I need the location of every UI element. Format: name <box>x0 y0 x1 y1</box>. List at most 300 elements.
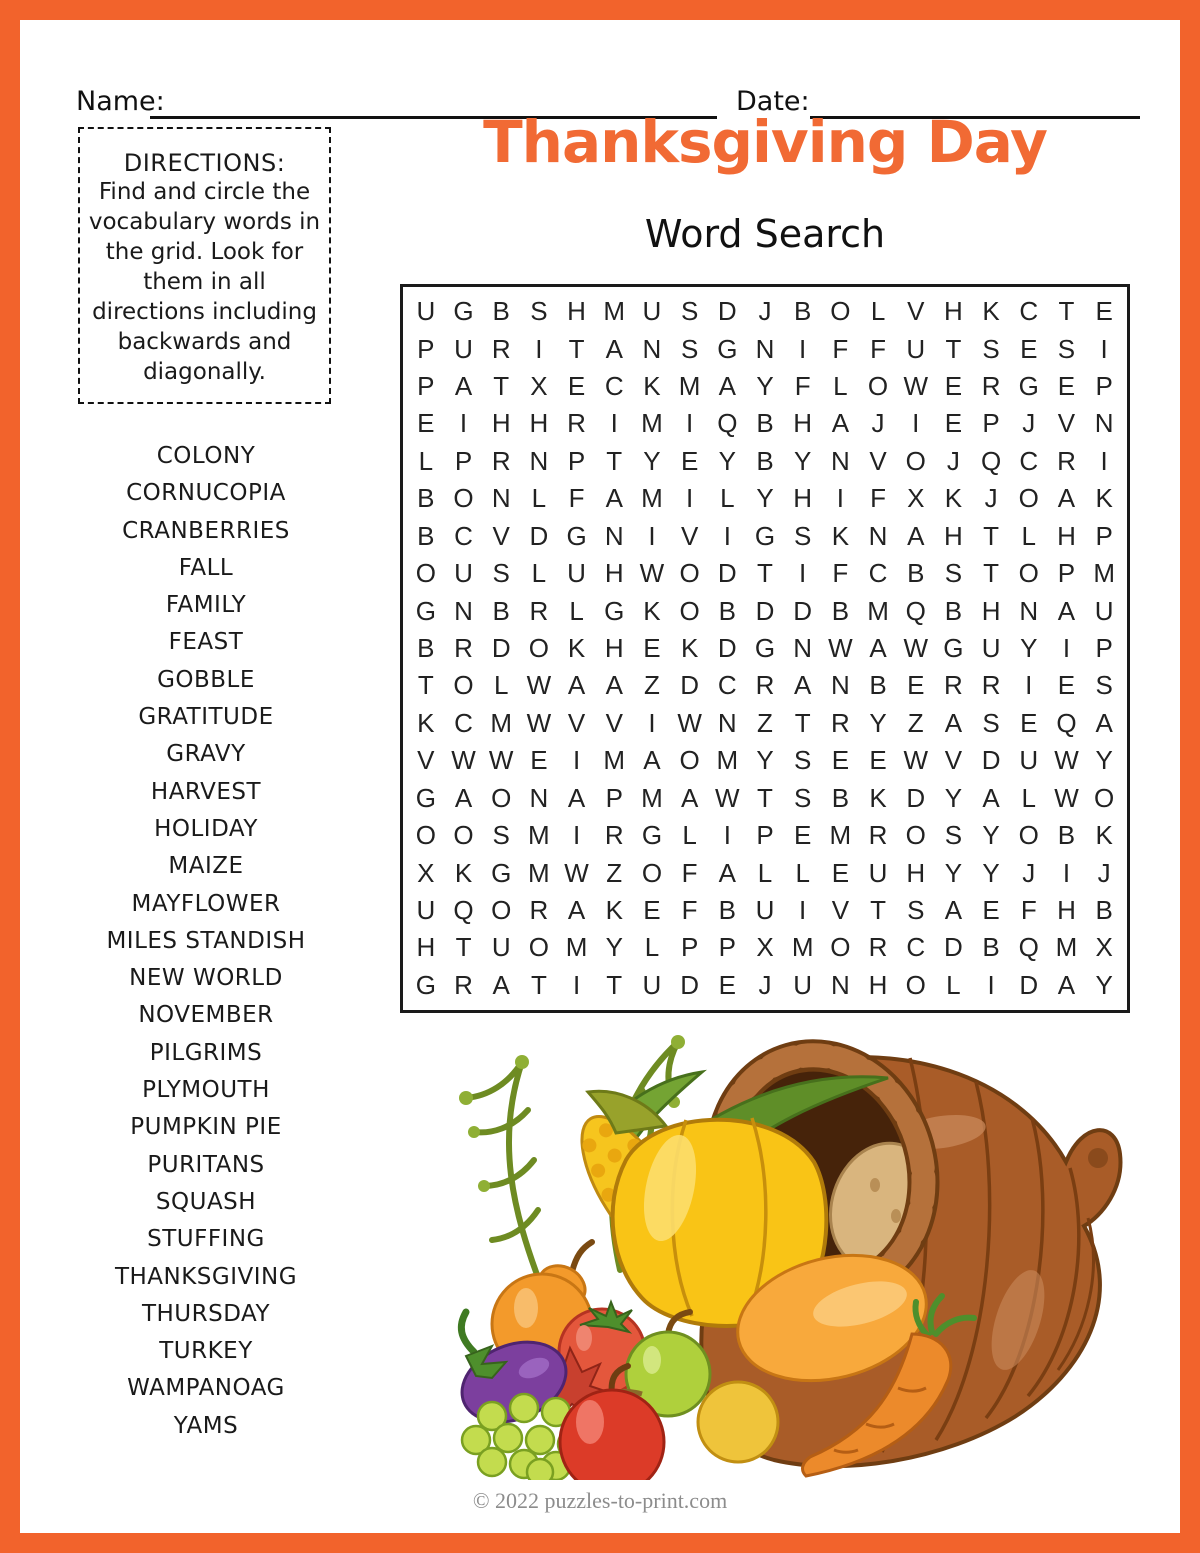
grid-cell[interactable]: H <box>604 632 624 663</box>
grid-cell[interactable]: E <box>1057 670 1076 701</box>
grid-cell[interactable]: L <box>644 932 660 963</box>
grid-cell[interactable]: G <box>415 782 436 813</box>
grid-cell[interactable]: S <box>530 296 548 327</box>
grid-cell[interactable]: A <box>944 894 963 925</box>
grid-cell[interactable]: W <box>903 371 928 402</box>
grid-cell[interactable]: G <box>415 969 436 1000</box>
grid-cell[interactable]: K <box>567 632 586 663</box>
grid-cell[interactable]: O <box>491 782 512 813</box>
grid-cell[interactable]: S <box>794 745 812 776</box>
grid-cell[interactable]: S <box>982 333 1000 364</box>
grid-cell[interactable]: I <box>572 820 581 851</box>
grid-cell[interactable]: I <box>723 520 731 551</box>
grid-cell[interactable]: M <box>1055 932 1078 963</box>
grid-cell[interactable]: I <box>799 894 807 925</box>
grid-cell[interactable]: L <box>531 558 547 589</box>
grid-cell[interactable]: O <box>1018 558 1039 589</box>
grid-cell[interactable]: E <box>680 445 699 476</box>
grid-cell[interactable]: P <box>982 408 1000 439</box>
grid-cell[interactable]: N <box>868 520 888 551</box>
grid-cell[interactable]: V <box>869 445 887 476</box>
grid-cell[interactable]: H <box>1057 894 1076 925</box>
grid-cell[interactable]: O <box>679 745 700 776</box>
grid-cell[interactable]: O <box>453 820 474 851</box>
grid-cell[interactable]: I <box>610 408 618 439</box>
grid-cell[interactable]: S <box>680 296 699 327</box>
grid-cell[interactable]: T <box>983 520 1000 551</box>
grid-cell[interactable]: G <box>566 520 587 551</box>
grid-cell[interactable]: O <box>1018 820 1039 851</box>
grid-cell[interactable]: E <box>1095 296 1113 327</box>
grid-cell[interactable]: P <box>1095 520 1113 551</box>
grid-cell[interactable]: Y <box>756 745 774 776</box>
grid-cell[interactable]: H <box>416 932 436 963</box>
grid-cell[interactable]: T <box>794 707 811 738</box>
grid-cell[interactable]: A <box>567 670 586 701</box>
grid-cell[interactable]: A <box>794 670 812 701</box>
grid-cell[interactable]: L <box>1021 520 1037 551</box>
grid-cell[interactable]: G <box>754 520 776 551</box>
grid-cell[interactable]: K <box>454 857 473 888</box>
grid-cell[interactable]: F <box>681 857 698 888</box>
grid-cell[interactable]: D <box>717 296 737 327</box>
grid-cell[interactable]: W <box>639 558 665 589</box>
grid-cell[interactable]: E <box>643 632 661 663</box>
grid-cell[interactable]: E <box>982 894 1000 925</box>
grid-cell[interactable]: P <box>1057 558 1076 589</box>
grid-cell[interactable]: M <box>1093 558 1115 589</box>
grid-cell[interactable]: T <box>455 932 472 963</box>
grid-cell[interactable]: B <box>944 595 963 626</box>
grid-cell[interactable]: U <box>416 894 436 925</box>
grid-cell[interactable]: E <box>1020 333 1038 364</box>
grid-cell[interactable]: U <box>755 894 775 925</box>
grid-cell[interactable]: M <box>528 820 550 851</box>
grid-cell[interactable]: R <box>830 707 850 738</box>
grid-cell[interactable]: V <box>492 520 510 551</box>
grid-cell[interactable]: P <box>567 445 586 476</box>
grid-cell[interactable]: A <box>718 371 736 402</box>
grid-cell[interactable]: Z <box>757 707 773 738</box>
grid-cell[interactable]: S <box>794 782 812 813</box>
grid-cell[interactable]: L <box>757 857 773 888</box>
grid-cell[interactable]: B <box>831 595 850 626</box>
grid-cell[interactable]: T <box>757 782 773 813</box>
grid-cell[interactable]: I <box>572 969 581 1000</box>
grid-cell[interactable]: S <box>944 820 963 851</box>
grid-cell[interactable]: D <box>981 745 1001 776</box>
grid-cell[interactable]: G <box>641 820 663 851</box>
grid-cell[interactable]: Y <box>605 932 623 963</box>
grid-cell[interactable]: Y <box>756 483 774 514</box>
grid-cell[interactable]: A <box>605 483 623 514</box>
grid-cell[interactable]: U <box>1019 745 1039 776</box>
grid-cell[interactable]: A <box>567 894 586 925</box>
grid-cell[interactable]: A <box>1057 969 1076 1000</box>
grid-cell[interactable]: I <box>987 969 995 1000</box>
grid-cell[interactable]: I <box>686 483 694 514</box>
grid-cell[interactable]: P <box>1095 371 1113 402</box>
grid-cell[interactable]: V <box>417 745 435 776</box>
grid-cell[interactable]: G <box>754 632 776 663</box>
grid-cell[interactable]: C <box>1019 445 1039 476</box>
grid-cell[interactable]: J <box>758 296 772 327</box>
grid-cell[interactable]: I <box>648 707 656 738</box>
grid-cell[interactable]: J <box>871 408 885 439</box>
grid-cell[interactable]: Y <box>982 857 1000 888</box>
grid-cell[interactable]: I <box>1062 632 1071 663</box>
grid-cell[interactable]: I <box>572 745 581 776</box>
grid-cell[interactable]: R <box>755 670 775 701</box>
grid-cell[interactable]: Y <box>982 820 1000 851</box>
grid-cell[interactable]: T <box>606 969 623 1000</box>
grid-cell[interactable]: N <box>491 483 511 514</box>
grid-cell[interactable]: R <box>491 333 511 364</box>
grid-cell[interactable]: E <box>944 408 963 439</box>
grid-cell[interactable]: Y <box>944 857 963 888</box>
grid-cell[interactable]: S <box>1057 333 1076 364</box>
grid-cell[interactable]: A <box>831 408 850 439</box>
grid-cell[interactable]: A <box>680 782 699 813</box>
grid-cell[interactable]: Q <box>1056 707 1077 738</box>
grid-cell[interactable]: I <box>1100 445 1108 476</box>
grid-cell[interactable]: K <box>680 632 699 663</box>
grid-cell[interactable]: S <box>492 558 510 589</box>
grid-cell[interactable]: R <box>454 969 473 1000</box>
grid-cell[interactable]: A <box>944 707 963 738</box>
grid-cell[interactable]: E <box>831 857 850 888</box>
grid-cell[interactable]: I <box>535 333 543 364</box>
grid-cell[interactable]: R <box>529 894 549 925</box>
grid-cell[interactable]: F <box>681 894 698 925</box>
grid-cell[interactable]: E <box>794 820 812 851</box>
grid-cell[interactable]: D <box>906 782 926 813</box>
grid-cell[interactable]: B <box>907 558 925 589</box>
grid-cell[interactable]: V <box>944 745 963 776</box>
grid-cell[interactable]: S <box>794 520 812 551</box>
grid-cell[interactable]: G <box>1018 371 1039 402</box>
grid-cell[interactable]: R <box>1057 445 1076 476</box>
grid-cell[interactable]: R <box>981 670 1001 701</box>
grid-cell[interactable]: W <box>564 857 589 888</box>
grid-cell[interactable]: U <box>416 296 436 327</box>
grid-cell[interactable]: A <box>605 333 623 364</box>
grid-cell[interactable]: V <box>567 707 586 738</box>
grid-cell[interactable]: F <box>1020 894 1037 925</box>
grid-cell[interactable]: M <box>829 820 852 851</box>
grid-cell[interactable]: D <box>717 632 737 663</box>
grid-cell[interactable]: W <box>903 745 928 776</box>
grid-cell[interactable]: N <box>454 595 473 626</box>
grid-cell[interactable]: F <box>568 483 585 514</box>
grid-cell[interactable]: L <box>833 371 848 402</box>
grid-cell[interactable]: A <box>1095 707 1113 738</box>
grid-cell[interactable]: A <box>567 782 586 813</box>
grid-cell[interactable]: R <box>944 670 963 701</box>
grid-cell[interactable]: K <box>643 371 661 402</box>
grid-cell[interactable]: W <box>715 782 740 813</box>
grid-cell[interactable]: K <box>869 782 887 813</box>
grid-cell[interactable]: M <box>603 745 626 776</box>
grid-cell[interactable]: T <box>945 333 962 364</box>
grid-cell[interactable]: Y <box>718 445 736 476</box>
grid-cell[interactable]: Y <box>1095 745 1113 776</box>
grid-cell[interactable]: D <box>680 670 700 701</box>
grid-cell[interactable]: V <box>831 894 850 925</box>
grid-cell[interactable]: V <box>1057 408 1076 439</box>
grid-cell[interactable]: B <box>718 894 736 925</box>
grid-cell[interactable]: H <box>491 408 511 439</box>
grid-cell[interactable]: G <box>491 857 512 888</box>
grid-cell[interactable]: Y <box>643 445 661 476</box>
grid-cell[interactable]: Y <box>756 371 774 402</box>
grid-cell[interactable]: L <box>493 670 509 701</box>
grid-cell[interactable]: B <box>831 782 850 813</box>
grid-cell[interactable]: V <box>680 520 699 551</box>
grid-cell[interactable]: K <box>1095 820 1113 851</box>
grid-cell[interactable]: H <box>1057 520 1076 551</box>
grid-cell[interactable]: O <box>1018 483 1039 514</box>
grid-cell[interactable]: Z <box>907 707 924 738</box>
grid-cell[interactable]: C <box>604 371 624 402</box>
grid-cell[interactable]: N <box>830 969 850 1000</box>
grid-cell[interactable]: N <box>642 333 662 364</box>
grid-cell[interactable]: E <box>831 745 850 776</box>
grid-cell[interactable]: I <box>799 558 807 589</box>
grid-cell[interactable]: N <box>830 670 850 701</box>
grid-cell[interactable]: J <box>1097 857 1111 888</box>
grid-cell[interactable]: X <box>1095 932 1113 963</box>
grid-cell[interactable]: N <box>1019 595 1039 626</box>
grid-cell[interactable]: D <box>944 932 963 963</box>
grid-cell[interactable]: S <box>680 333 699 364</box>
grid-cell[interactable]: N <box>793 632 813 663</box>
grid-cell[interactable]: D <box>793 595 813 626</box>
grid-cell[interactable]: N <box>529 782 549 813</box>
grid-cell[interactable]: K <box>982 296 1000 327</box>
grid-cell[interactable]: M <box>791 932 814 963</box>
grid-cell[interactable]: O <box>830 296 851 327</box>
grid-cell[interactable]: D <box>1019 969 1039 1000</box>
grid-cell[interactable]: H <box>944 520 963 551</box>
grid-cell[interactable]: B <box>982 932 1000 963</box>
grid-cell[interactable]: B <box>756 408 774 439</box>
grid-cell[interactable]: Q <box>453 894 474 925</box>
grid-cell[interactable]: O <box>867 371 889 402</box>
grid-cell[interactable]: D <box>717 558 737 589</box>
grid-cell[interactable]: P <box>417 371 435 402</box>
grid-cell[interactable]: P <box>417 333 435 364</box>
grid-cell[interactable]: N <box>604 520 624 551</box>
grid-cell[interactable]: O <box>528 932 549 963</box>
grid-cell[interactable]: I <box>912 408 920 439</box>
grid-cell[interactable]: Q <box>905 595 926 626</box>
grid-cell[interactable]: S <box>907 894 925 925</box>
grid-cell[interactable]: T <box>983 558 1000 589</box>
grid-cell[interactable]: E <box>417 408 435 439</box>
grid-cell[interactable]: V <box>605 707 623 738</box>
grid-cell[interactable]: P <box>718 932 736 963</box>
grid-cell[interactable]: J <box>1022 857 1036 888</box>
grid-cell[interactable]: O <box>453 670 474 701</box>
grid-cell[interactable]: A <box>1057 595 1076 626</box>
grid-cell[interactable]: M <box>490 707 513 738</box>
grid-cell[interactable]: J <box>984 483 998 514</box>
grid-cell[interactable]: B <box>1095 894 1113 925</box>
grid-cell[interactable]: A <box>605 670 623 701</box>
grid-cell[interactable]: H <box>906 857 926 888</box>
grid-cell[interactable]: L <box>682 820 697 851</box>
grid-cell[interactable]: B <box>492 595 510 626</box>
grid-cell[interactable]: N <box>717 707 737 738</box>
grid-cell[interactable]: Y <box>794 445 812 476</box>
grid-cell[interactable]: L <box>720 483 735 514</box>
grid-cell[interactable]: U <box>642 296 662 327</box>
grid-cell[interactable]: U <box>567 558 586 589</box>
grid-cell[interactable]: D <box>529 520 549 551</box>
grid-cell[interactable]: Q <box>980 445 1002 476</box>
grid-cell[interactable]: Y <box>1020 632 1038 663</box>
grid-cell[interactable]: A <box>869 632 887 663</box>
grid-cell[interactable]: O <box>830 932 851 963</box>
grid-cell[interactable]: H <box>944 296 963 327</box>
grid-cell[interactable]: T <box>870 894 886 925</box>
grid-cell[interactable]: P <box>756 820 774 851</box>
grid-cell[interactable]: I <box>648 520 656 551</box>
grid-cell[interactable]: B <box>718 595 736 626</box>
grid-cell[interactable]: S <box>492 820 510 851</box>
grid-cell[interactable]: W <box>488 745 514 776</box>
grid-cell[interactable]: I <box>686 408 694 439</box>
grid-cell[interactable]: C <box>454 520 473 551</box>
grid-cell[interactable]: C <box>868 558 888 589</box>
grid-cell[interactable]: I <box>459 408 468 439</box>
grid-cell[interactable]: F <box>832 558 849 589</box>
grid-cell[interactable]: V <box>907 296 925 327</box>
grid-cell[interactable]: Q <box>1018 932 1039 963</box>
grid-cell[interactable]: F <box>870 333 886 364</box>
grid-cell[interactable]: Y <box>1095 969 1113 1000</box>
grid-cell[interactable]: B <box>492 296 510 327</box>
grid-cell[interactable]: E <box>869 745 887 776</box>
grid-cell[interactable]: H <box>981 595 1001 626</box>
grid-cell[interactable]: F <box>870 483 886 514</box>
grid-cell[interactable]: R <box>868 820 888 851</box>
grid-cell[interactable]: W <box>903 632 928 663</box>
grid-cell[interactable]: A <box>982 782 1000 813</box>
grid-cell[interactable]: C <box>454 707 473 738</box>
grid-cell[interactable]: I <box>836 483 844 514</box>
grid-cell[interactable]: R <box>454 632 473 663</box>
grid-cell[interactable]: B <box>417 520 435 551</box>
grid-cell[interactable]: O <box>528 632 549 663</box>
grid-cell[interactable]: D <box>680 969 700 1000</box>
grid-cell[interactable]: X <box>530 371 548 402</box>
grid-cell[interactable]: K <box>417 707 435 738</box>
grid-cell[interactable]: U <box>642 969 662 1000</box>
grid-cell[interactable]: W <box>526 707 552 738</box>
grid-cell[interactable]: W <box>1054 782 1079 813</box>
grid-cell[interactable]: H <box>529 408 549 439</box>
grid-cell[interactable]: B <box>794 296 812 327</box>
grid-cell[interactable]: E <box>718 969 736 1000</box>
grid-cell[interactable]: K <box>831 520 850 551</box>
grid-cell[interactable]: A <box>643 745 661 776</box>
grid-cell[interactable]: A <box>1057 483 1076 514</box>
grid-cell[interactable]: E <box>907 670 925 701</box>
grid-cell[interactable]: O <box>905 969 926 1000</box>
grid-cell[interactable]: O <box>1094 782 1115 813</box>
grid-cell[interactable]: O <box>905 820 926 851</box>
grid-cell[interactable]: L <box>531 483 547 514</box>
grid-cell[interactable]: U <box>491 932 511 963</box>
grid-cell[interactable]: E <box>567 371 586 402</box>
grid-cell[interactable]: M <box>603 296 626 327</box>
grid-cell[interactable]: M <box>641 408 663 439</box>
grid-cell[interactable]: Z <box>606 857 623 888</box>
grid-cell[interactable]: T <box>493 371 510 402</box>
grid-cell[interactable]: O <box>679 595 700 626</box>
grid-cell[interactable]: Z <box>643 670 660 701</box>
grid-cell[interactable]: B <box>417 632 435 663</box>
grid-cell[interactable]: O <box>679 558 700 589</box>
grid-cell[interactable]: Q <box>717 408 738 439</box>
grid-cell[interactable]: T <box>568 333 585 364</box>
grid-cell[interactable]: A <box>907 520 925 551</box>
grid-cell[interactable]: F <box>832 333 849 364</box>
grid-cell[interactable]: J <box>1022 408 1036 439</box>
grid-cell[interactable]: J <box>946 445 960 476</box>
grid-cell[interactable]: U <box>454 558 473 589</box>
grid-cell[interactable]: W <box>677 707 702 738</box>
grid-cell[interactable]: J <box>758 969 772 1000</box>
grid-cell[interactable]: A <box>492 969 510 1000</box>
grid-cell[interactable]: E <box>530 745 548 776</box>
grid-cell[interactable]: X <box>907 483 925 514</box>
grid-cell[interactable]: L <box>870 296 886 327</box>
grid-cell[interactable]: N <box>1094 408 1114 439</box>
grid-cell[interactable]: W <box>828 632 853 663</box>
grid-cell[interactable]: P <box>680 932 699 963</box>
grid-cell[interactable]: R <box>491 445 511 476</box>
grid-cell[interactable]: G <box>453 296 474 327</box>
grid-cell[interactable]: L <box>569 595 584 626</box>
grid-cell[interactable]: A <box>718 857 736 888</box>
grid-cell[interactable]: M <box>565 932 588 963</box>
grid-cell[interactable]: U <box>793 969 813 1000</box>
grid-cell[interactable]: M <box>716 745 739 776</box>
grid-cell[interactable]: I <box>1062 857 1071 888</box>
grid-cell[interactable]: T <box>757 558 773 589</box>
grid-cell[interactable]: Y <box>869 707 887 738</box>
grid-cell[interactable]: P <box>605 782 623 813</box>
grid-cell[interactable]: S <box>944 558 963 589</box>
grid-cell[interactable]: T <box>1058 296 1075 327</box>
grid-cell[interactable]: I <box>723 820 731 851</box>
grid-cell[interactable]: U <box>454 333 473 364</box>
grid-cell[interactable]: R <box>604 820 624 851</box>
grid-cell[interactable]: O <box>415 558 436 589</box>
grid-cell[interactable]: C <box>717 670 737 701</box>
grid-cell[interactable]: B <box>1057 820 1076 851</box>
grid-cell[interactable]: M <box>641 483 663 514</box>
grid-cell[interactable]: B <box>417 483 435 514</box>
grid-cell[interactable]: D <box>491 632 511 663</box>
grid-cell[interactable]: R <box>567 408 586 439</box>
grid-cell[interactable]: A <box>454 782 473 813</box>
grid-cell[interactable]: N <box>755 333 775 364</box>
grid-cell[interactable]: K <box>944 483 963 514</box>
